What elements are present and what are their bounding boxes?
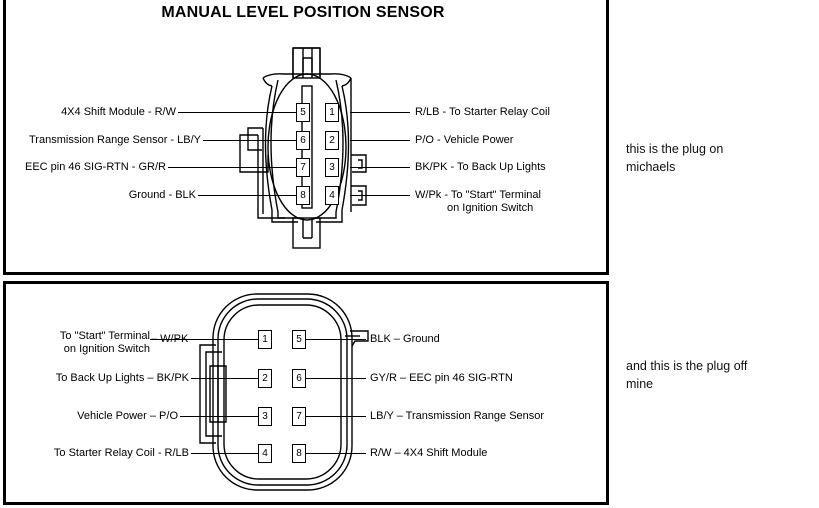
label-bottom-left-4: To Starter Relay Coil - R/LB [53, 447, 189, 459]
pin-top-left-7: 7 [296, 158, 310, 177]
page-title: MANUAL LEVEL POSITION SENSOR [161, 4, 445, 21]
label-top-left-7: EEC pin 46 SIG-RTN - GR/R [25, 161, 166, 173]
pin-top-left-6: 6 [296, 131, 310, 150]
pin-bottom-right-7: 7 [292, 407, 306, 426]
pin-top-right-4: 4 [325, 186, 339, 205]
label-top-right-4-line2: on Ignition Switch [447, 202, 534, 214]
lead-line-bottom-left-2 [191, 378, 262, 379]
label-top-left-6: Transmission Range Sensor - LB/Y [29, 134, 201, 146]
side-note-bottom [626, 357, 816, 393]
pin-top-left-5: 5 [296, 103, 310, 122]
label-bottom-right-5: BLK – Ground [370, 333, 440, 345]
label-bottom-left-3: Vehicle Power – P/O [77, 410, 178, 422]
lead-line-bottom-left-3 [180, 416, 262, 417]
pin-bottom-right-5: 5 [292, 330, 306, 349]
side-note-top-line2: michaels [626, 160, 676, 174]
pin-bottom-left-4: 4 [258, 444, 272, 463]
pin-bottom-right-6: 6 [292, 369, 306, 388]
lead-line-bottom-right-6 [304, 378, 366, 379]
label-bottom-right-6: GY/R – EEC pin 46 SIG-RTN [370, 372, 513, 384]
label-bottom-left-1-wire: – W/PK [151, 333, 189, 345]
pin-bottom-left-2: 2 [258, 369, 272, 388]
label-top-left-8: Ground - BLK [128, 189, 196, 201]
label-top-right-1: R/LB - To Starter Relay Coil [415, 106, 550, 118]
pin-top-left-8: 8 [296, 186, 310, 205]
pin-top-right-1: 1 [325, 103, 339, 122]
pin-bottom-right-8: 8 [292, 444, 306, 463]
pin-top-right-2: 2 [325, 131, 339, 150]
label-bottom-right-8: R/W – 4X4 Shift Module [370, 447, 488, 459]
label-top-right-3: BK/PK - To Back Up Lights [415, 161, 546, 173]
lead-line-bottom-right-8 [304, 453, 366, 454]
side-note-bottom-line1: and this is the plug off [626, 359, 748, 373]
label-bottom-right-7: LB/Y – Transmission Range Sensor [370, 410, 545, 422]
label-bottom-left-2: To Back Up Lights – BK/PK [55, 372, 189, 384]
label-bottom-left-1-line2: on Ignition Switch [63, 343, 150, 355]
side-note-bottom-line2: mine [626, 377, 654, 391]
side-note-top-line1: this is the plug on [626, 142, 724, 156]
pin-bottom-left-3: 3 [258, 407, 272, 426]
lead-line-bottom-left-4 [191, 453, 262, 454]
label-top-right-2: P/O - Vehicle Power [415, 134, 514, 146]
label-bottom-left-1: To "Start" Terminal [59, 330, 150, 342]
pin-top-right-3: 3 [325, 158, 339, 177]
lead-line-bottom-right-7 [304, 416, 366, 417]
pin-bottom-left-1: 1 [258, 330, 272, 349]
lead-line-bottom-right-5 [304, 339, 366, 340]
label-top-left-5: 4X4 Shift Module - R/W [61, 106, 176, 118]
label-top-right-4: W/Pk - To "Start" Terminal [415, 189, 541, 201]
